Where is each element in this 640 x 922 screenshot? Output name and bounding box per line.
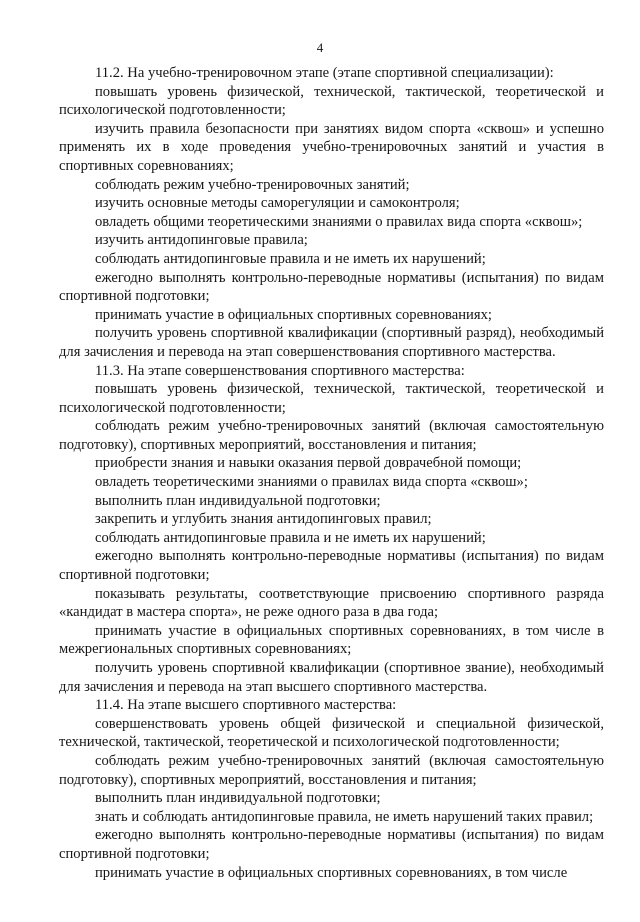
paragraph: повышать уровень физической, технической, тактической, теоретической и психологической подготовленности; xyxy=(59,83,604,119)
paragraph: соблюдать режим учебно-тренировочных занятий; xyxy=(95,176,410,193)
paragraph: принимать участие в официальных спортивных соревнованиях, в том числе xyxy=(95,864,568,881)
paragraph: ежегодно выполнять контрольно-переводные нормативы (испытания) по видам спортивной подготовки; xyxy=(59,548,604,584)
paragraph: знать и соблюдать антидопинговые правила, не иметь нарушений таких правил; xyxy=(95,808,594,825)
paragraph: показывать результаты, соответствующие присвоению спортивного разряда «кандидат в мастера спорта», не реже одного раза в два года; xyxy=(59,585,604,621)
paragraph: совершенствовать уровень общей физической и специальной физической, технической, тактической, теоретической и психологической подготовленности; xyxy=(59,715,604,751)
paragraph: соблюдать режим учебно-тренировочных занятий (включая самостоятельную подготовку), спортивных мероприятий, восстановления и питания; xyxy=(59,752,604,788)
paragraph: ежегодно выполнять контрольно-переводные нормативы (испытания) по видам спортивной подготовки; xyxy=(59,827,604,862)
paragraph: получить уровень спортивной квалификации (спортивный разряд), необходимый для зачисления и перевода на этап совершенствования спортивного мастерства. xyxy=(59,325,604,360)
paragraph: выполнить план индивидуальной подготовки; xyxy=(95,790,381,807)
paragraph: 11.2. На учебно-тренировочном этапе (этапе спортивной специализации): xyxy=(95,65,554,81)
paragraph: 11.4. На этапе высшего спортивного мастерства: xyxy=(95,697,397,714)
document-body xyxy=(59,64,604,882)
paragraph: соблюдать антидопинговые правила и не иметь их нарушений; xyxy=(95,529,486,546)
paragraph: овладеть общими теоретическими знаниями о правилах вида спорта «сквош»; xyxy=(95,213,583,230)
paragraph: 11.3. На этапе совершенствования спортивного мастерства: xyxy=(95,362,465,379)
page-number: 4 xyxy=(316,40,324,55)
paragraph: изучить основные методы саморегуляции и самоконтроля; xyxy=(95,195,460,212)
paragraph: принимать участие в официальных спортивных соревнованиях; xyxy=(95,306,492,323)
paragraph: выполнить план индивидуальной подготовки; xyxy=(95,492,381,509)
paragraph: изучить антидопинговые правила; xyxy=(95,232,308,249)
paragraph: овладеть теоретическими знаниями о правилах вида спорта «сквош»; xyxy=(95,474,528,491)
paragraph: принимать участие в официальных спортивных соревнованиях, в том числе в межрегиональных спортивных соревнованиях; xyxy=(59,622,604,658)
paragraph: приобрести знания и навыки оказания первой доврачебной помощи; xyxy=(95,455,522,472)
paragraph: повышать уровень физической, технической, тактической, теоретической и психологической подготовленности; xyxy=(59,381,604,416)
paragraph: изучить правила безопасности при занятиях видом спорта «сквош» и успешно применять их в ходе проведения учебно-тренировочных занятий и участия в спортивных соревнованиях; xyxy=(59,120,604,174)
paragraph: соблюдать антидопинговые правила и не иметь их нарушений; xyxy=(95,250,486,267)
paragraph: соблюдать режим учебно-тренировочных занятий (включая самостоятельную подготовку), спортивных мероприятий, восстановления и питания; xyxy=(59,418,604,453)
paragraph: получить уровень спортивной квалификации (спортивное звание), необходимый для зачисления и перевода на этап высшего спортивного мастерства. xyxy=(59,660,604,695)
paragraph: закрепить и углубить знания антидопинговых правил; xyxy=(95,511,432,528)
paragraph: ежегодно выполнять контрольно-переводные нормативы (испытания) по видам спортивной подготовки; xyxy=(59,269,604,305)
